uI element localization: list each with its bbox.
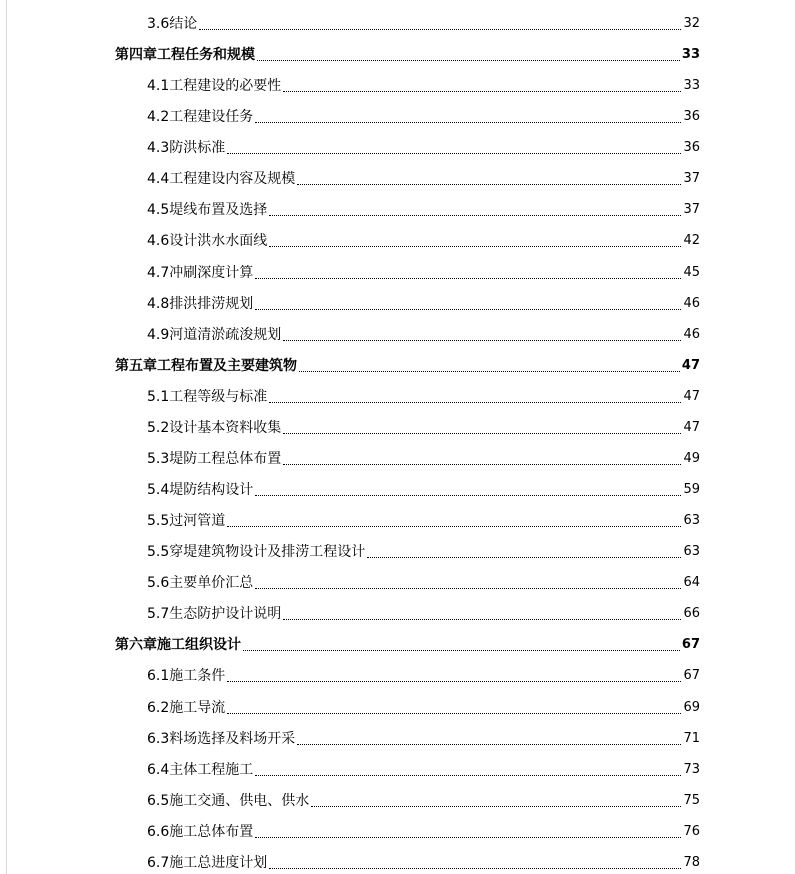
toc-entry-title: 4.5堤线布置及选择	[147, 202, 268, 219]
toc-chapter-entry[interactable]	[115, 630, 700, 654]
toc-page-number: 47	[681, 357, 700, 373]
toc-section-entry[interactable]	[147, 444, 700, 468]
toc-section-entry[interactable]	[147, 320, 700, 344]
toc-dot-leader	[283, 340, 681, 341]
toc-entry-title: 6.5施工交通、供电、供水	[147, 792, 310, 809]
toc-entry-title: 4.7冲刷深度计算	[147, 264, 254, 281]
toc-page-number: 33	[683, 78, 700, 94]
toc-dot-leader	[283, 464, 681, 465]
toc-section-entry[interactable]	[147, 475, 700, 499]
toc-entry-title: 4.3防洪标准	[147, 140, 226, 157]
toc-section-entry[interactable]	[147, 848, 700, 872]
toc-section-entry[interactable]	[147, 9, 700, 33]
toc-section-entry[interactable]	[147, 661, 700, 685]
toc-page-number: 69	[683, 699, 700, 715]
toc-page-number: 36	[683, 109, 700, 125]
toc-dot-leader	[269, 246, 681, 247]
toc-section-entry[interactable]	[147, 164, 700, 188]
toc-section-entry[interactable]	[147, 413, 700, 437]
toc-dot-leader	[283, 91, 681, 92]
toc-dot-leader	[269, 215, 681, 216]
toc-entry-title: 6.7施工总进度计划	[147, 854, 268, 871]
toc-entry-title: 第四章工程任务和规模	[115, 47, 255, 64]
toc-section-entry[interactable]	[147, 102, 700, 126]
toc-section-entry[interactable]	[147, 133, 700, 157]
toc-dot-leader	[257, 60, 680, 61]
toc-page-number: 49	[683, 450, 700, 466]
toc-dot-leader	[297, 744, 681, 745]
toc-entry-title: 4.8排洪排涝规划	[147, 295, 254, 312]
toc-section-entry[interactable]	[147, 599, 700, 623]
toc-entry-title: 第五章工程布置及主要建筑物	[115, 357, 297, 374]
toc-page-number: 63	[683, 513, 700, 529]
toc-page-number: 33	[681, 47, 700, 63]
toc-entry-title: 4.9河道清淤疏浚规划	[147, 326, 282, 343]
page-left-edge	[6, 0, 7, 874]
toc-dot-leader	[243, 650, 680, 651]
toc-dot-leader	[255, 495, 681, 496]
toc-page-number: 67	[681, 637, 700, 653]
toc-entry-title: 6.1施工条件	[147, 668, 226, 685]
toc-page-number: 76	[683, 823, 700, 839]
toc-entry-title: 5.3堤防工程总体布置	[147, 450, 282, 467]
toc-section-entry[interactable]	[147, 537, 700, 561]
toc-entry-title: 4.2工程建设任务	[147, 109, 254, 126]
toc-page-number: 45	[683, 264, 700, 280]
toc-section-entry[interactable]	[147, 195, 700, 219]
toc-section-entry[interactable]	[147, 226, 700, 250]
toc-entry-title: 5.5过河管道	[147, 513, 226, 530]
toc-entry-title: 4.1工程建设的必要性	[147, 78, 282, 95]
toc-page-number: 64	[683, 575, 700, 591]
toc-section-entry[interactable]	[147, 506, 700, 530]
toc-entry-title: 第六章施工组织设计	[115, 637, 241, 654]
toc-dot-leader	[255, 588, 681, 589]
toc-dot-leader	[227, 526, 681, 527]
toc-dot-leader	[269, 402, 681, 403]
toc-page-number: 47	[683, 388, 700, 404]
toc-dot-leader	[255, 775, 681, 776]
toc-page-number: 46	[683, 326, 700, 342]
toc-dot-leader	[299, 371, 680, 372]
toc-page-number: 73	[683, 761, 700, 777]
toc-dot-leader	[199, 29, 681, 30]
toc-entry-title: 6.3料场选择及料场开采	[147, 730, 296, 747]
toc-entry-title: 6.2施工导流	[147, 699, 226, 716]
toc-dot-leader	[367, 557, 681, 558]
toc-entry-title: 5.1工程等级与标准	[147, 388, 268, 405]
toc-dot-leader	[255, 309, 681, 310]
toc-dot-leader	[227, 713, 681, 714]
toc-entry-title: 6.6施工总体布置	[147, 823, 254, 840]
toc-entry-title: 5.5穿堤建筑物设计及排涝工程设计	[147, 544, 366, 561]
toc-section-entry[interactable]	[147, 71, 700, 95]
toc-page-number: 46	[683, 295, 700, 311]
toc-dot-leader	[297, 184, 681, 185]
toc-page-number: 47	[683, 419, 700, 435]
toc-dot-leader	[311, 806, 681, 807]
toc-dot-leader	[283, 433, 681, 434]
toc-page-number: 63	[683, 544, 700, 560]
toc-page-number: 75	[683, 792, 700, 808]
toc-dot-leader	[283, 619, 681, 620]
toc-section-entry[interactable]	[147, 289, 700, 313]
toc-entry-title: 5.4堤防结构设计	[147, 482, 254, 499]
toc-page-number: 71	[683, 730, 700, 746]
toc-dot-leader	[269, 868, 681, 869]
toc-dot-leader	[255, 122, 681, 123]
toc-section-entry[interactable]	[147, 817, 700, 841]
toc-dot-leader	[227, 153, 681, 154]
toc-entry-title: 5.7生态防护设计说明	[147, 606, 282, 623]
toc-dot-leader	[255, 837, 681, 838]
toc-chapter-entry[interactable]	[115, 351, 700, 375]
toc-section-entry[interactable]	[147, 786, 700, 810]
toc-entry-title: 4.6设计洪水水面线	[147, 233, 268, 250]
toc-section-entry[interactable]	[147, 755, 700, 779]
toc-page-number: 37	[683, 171, 700, 187]
toc-dot-leader	[255, 278, 681, 279]
toc-section-entry[interactable]	[147, 724, 700, 748]
toc-entry-title: 4.4工程建设内容及规模	[147, 171, 296, 188]
toc-entry-title: 5.6主要单价汇总	[147, 575, 254, 592]
toc-section-entry[interactable]	[147, 568, 700, 592]
toc-page-number: 59	[683, 482, 700, 498]
toc-page-number: 32	[683, 16, 700, 31]
toc-chapter-entry[interactable]	[115, 40, 700, 64]
toc-page-number: 78	[683, 854, 700, 870]
toc-section-entry[interactable]	[147, 693, 700, 717]
toc-section-entry[interactable]	[147, 382, 700, 406]
toc-page-number: 67	[683, 668, 700, 684]
toc-page-number: 36	[683, 140, 700, 156]
toc-section-entry[interactable]	[147, 258, 700, 282]
toc-page-number: 42	[683, 233, 700, 249]
toc-page-number: 37	[683, 202, 700, 218]
toc-page-number: 66	[683, 606, 700, 622]
toc-entry-title: 3.6结论	[147, 16, 198, 32]
toc-dot-leader	[227, 681, 681, 682]
toc-entry-title: 6.4主体工程施工	[147, 761, 254, 778]
toc-entry-title: 5.2设计基本资料收集	[147, 419, 282, 436]
